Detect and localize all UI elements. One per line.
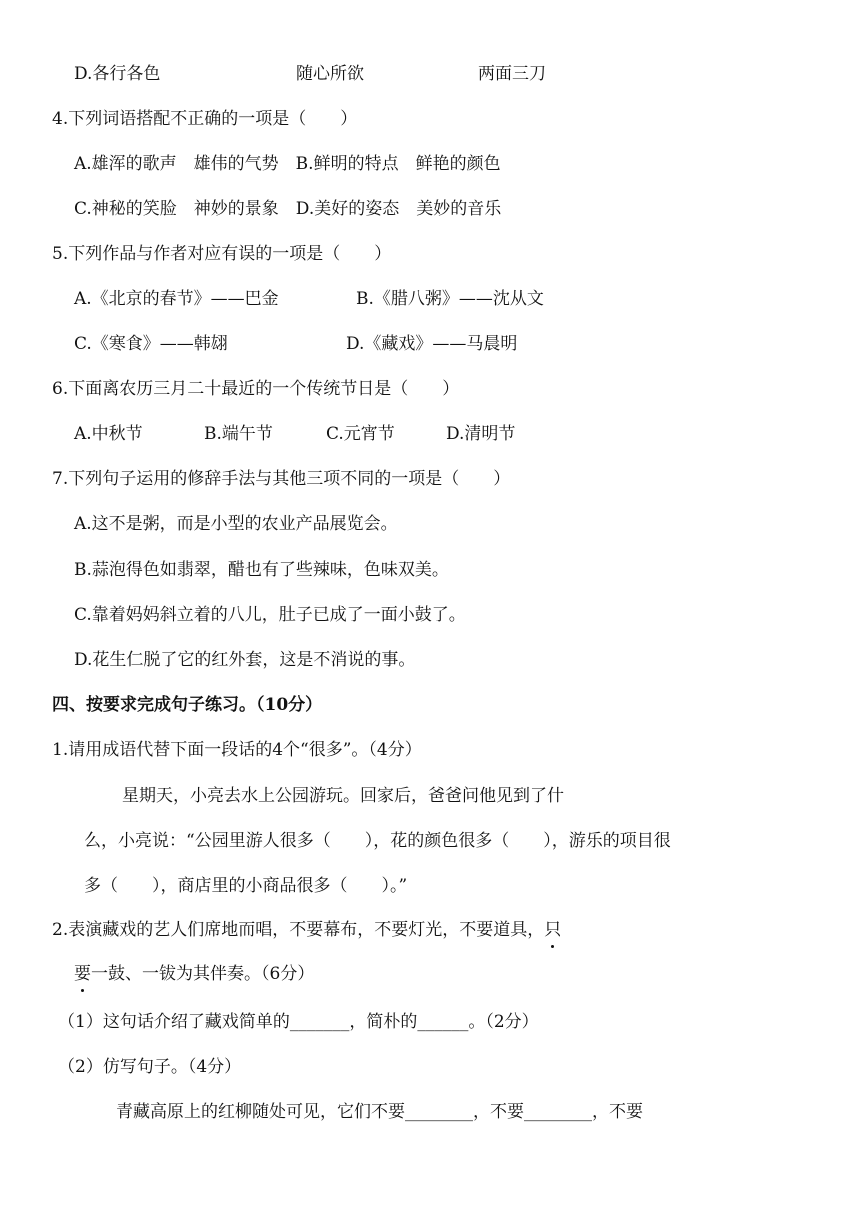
stem-text: 一鼓、一钹为其伴奏。（6分）	[91, 964, 315, 984]
option-c: C.靠着妈妈斜立着的八儿，肚子已成了一面小鼓了。	[74, 605, 466, 625]
option-a: A.《北京的春节》——巴金	[74, 289, 279, 309]
option-line: C.神秘的笑脸 神妙的景象 D.美好的姿态 美妙的音乐	[74, 199, 502, 219]
section-title: 四、按要求完成句子练习。（10分）	[52, 695, 323, 715]
option-d: D.《藏戏》——马晨明	[346, 334, 518, 354]
passage-line: 星期天，小亮去水上公园游玩。回家后，爸爸问他见到了什	[122, 786, 564, 806]
option-d: D.花生仁脱了它的红外套，这是不消说的事。	[74, 650, 416, 670]
option-word: 两面三刀	[478, 64, 546, 84]
option-d: D.清明节	[446, 424, 516, 444]
option-c: C.《寒食》——韩翃	[74, 334, 228, 354]
sub-question-2: （2）仿写句子。（4分）	[58, 1057, 242, 1077]
option-c: C.元宵节	[326, 424, 395, 444]
exercise-stem: 1.请用成语代替下面一段话的4个“很多”。（4分）	[52, 740, 422, 760]
question-stem: 6.下面离农历三月二十最近的一个传统节日是（ ）	[52, 379, 460, 399]
sub-question-1: （1）这句话介绍了藏戏简单的_______，简朴的______。（2分）	[58, 1012, 539, 1032]
option-b: B.《腊八粥》——沈从文	[356, 289, 544, 309]
question-stem: 4.下列词语搭配不正确的一项是（ ）	[52, 109, 358, 129]
option-a: A.中秋节	[74, 424, 143, 444]
option-label: D.各行各色	[74, 64, 161, 84]
stem-text: 2.表演藏戏的艺人们席地而唱，不要幕布，不要灯光，不要道具，	[52, 920, 545, 940]
question-stem: 7.下列句子运用的修辞手法与其他三项不同的一项是（ ）	[52, 469, 511, 489]
option-word: 随心所欲	[296, 64, 364, 84]
question-stem: 5.下列作品与作者对应有误的一项是（ ）	[52, 244, 392, 264]
passage-line: 么，小亮说：“公园里游人很多（ ），花的颜色很多（ ），游乐的项目很	[84, 831, 671, 851]
emphasis-char: 要	[74, 964, 91, 984]
exercise-stem	[52, 918, 561, 942]
passage-line: 多（ ），商店里的小商品很多（ ）。”	[84, 876, 408, 896]
option-line: A.雄浑的歌声 雄伟的气势 B.鲜明的特点 鲜艳的颜色	[74, 154, 501, 174]
option-b: B.蒜泡得色如翡翠，醋也有了些辣味，色味双美。	[74, 560, 449, 580]
option-b: B.端午节	[204, 424, 273, 444]
exercise-stem-cont	[74, 962, 314, 986]
emphasis-char: 只	[544, 920, 562, 940]
imitation-line: 青藏高原上的红柳随处可见，它们不要________，不要________，不要	[116, 1102, 643, 1122]
option-a: A.这不是粥，而是小型的农业产品展览会。	[74, 514, 398, 534]
